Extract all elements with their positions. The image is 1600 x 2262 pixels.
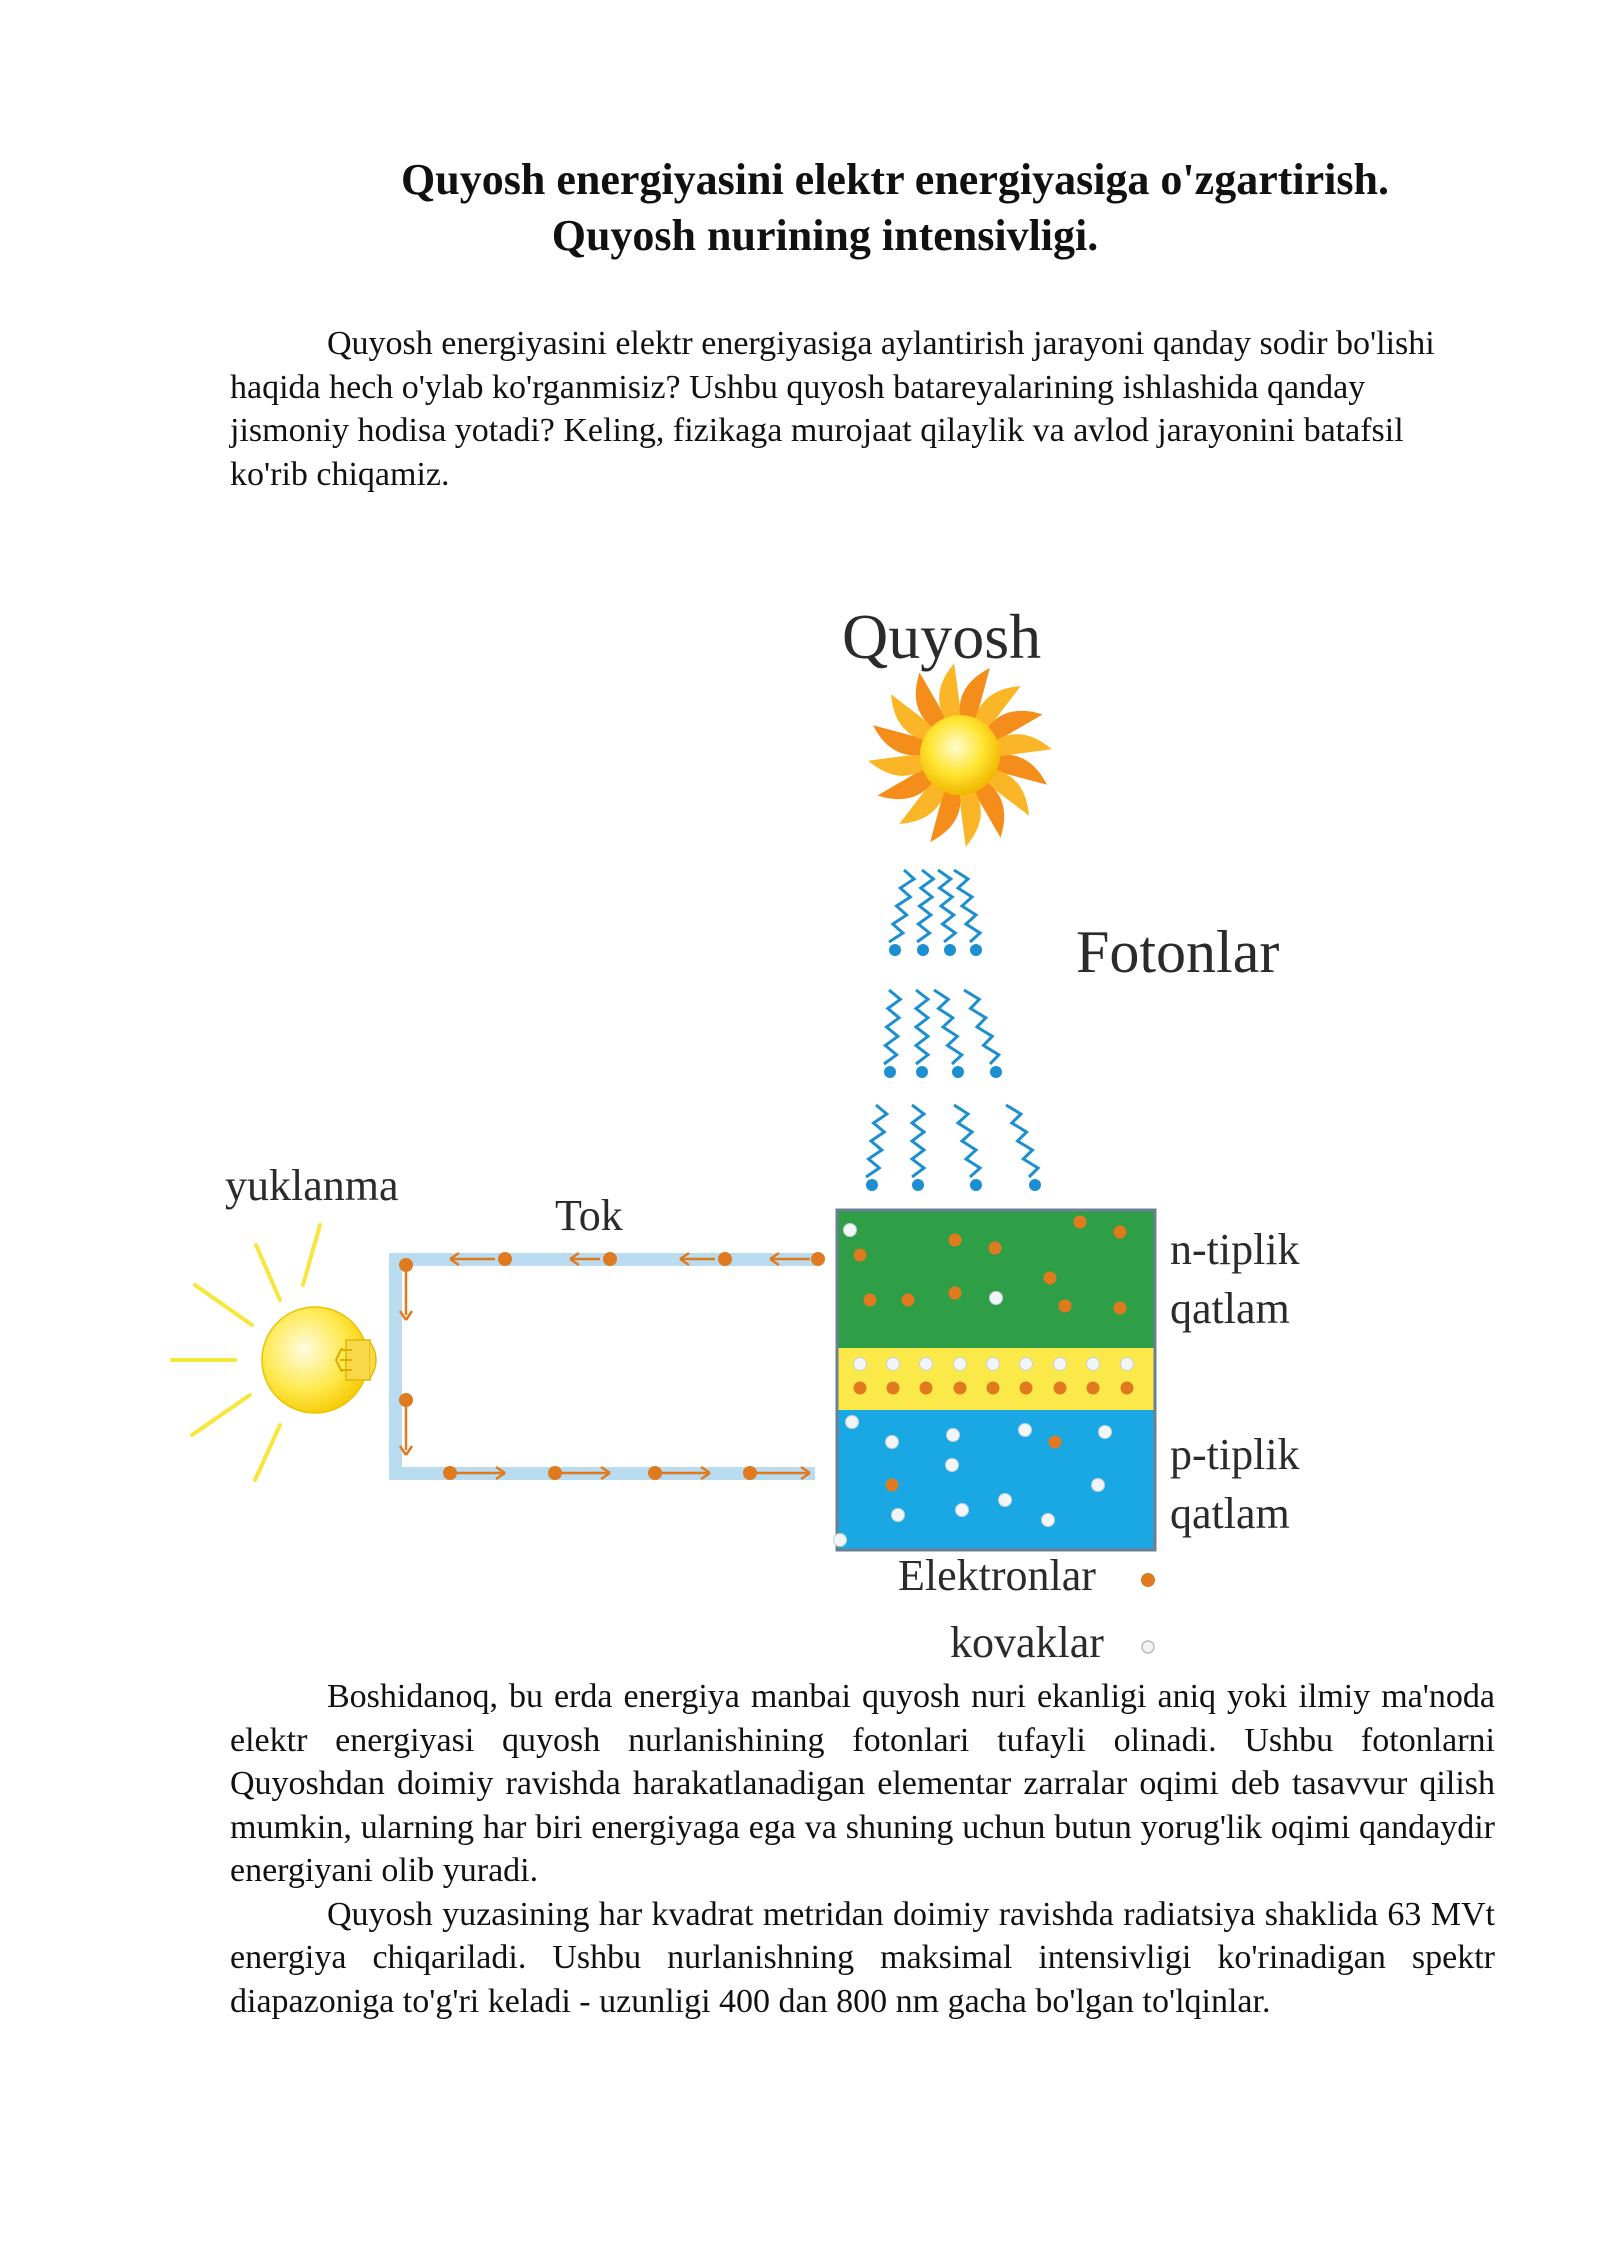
electron-dot [854, 1382, 867, 1395]
electron-dot [743, 1466, 757, 1480]
photon-wave [912, 1105, 924, 1177]
hole-dot [846, 1416, 859, 1429]
hole-dot [1099, 1426, 1112, 1439]
photon-dot [970, 944, 982, 956]
n-layer-label-line-2: qatlam [1170, 1284, 1290, 1333]
photon-dot [866, 1179, 878, 1191]
electron-dot [920, 1382, 933, 1395]
sun-ray [868, 754, 923, 776]
photon-wave [889, 870, 914, 942]
electron-dot [854, 1249, 867, 1262]
n-type-layer [837, 1210, 1155, 1348]
title-line-1: Quyosh energiyasini elektr energiyasiga o'zgartirish. [401, 155, 1389, 204]
photon-wave [938, 870, 955, 942]
electron-dot [548, 1466, 562, 1480]
photon-wave [934, 990, 962, 1064]
photon-wave [954, 1105, 980, 1177]
electrons-label: Elektronlar [898, 1551, 1096, 1600]
title-line-2: Quyosh nurining intensivligi. [551, 211, 1099, 260]
photon-dot [1029, 1179, 1041, 1191]
load-label: yuklanma [225, 1161, 399, 1210]
hole-dot [1019, 1424, 1032, 1437]
photon-wave [964, 990, 999, 1064]
electron-dot [1049, 1436, 1062, 1449]
p-layer-label-line-1: p-tiplik [1170, 1430, 1300, 1479]
photon-wave [866, 1105, 887, 1177]
body-section [230, 1675, 1495, 2023]
hole-dot [844, 1224, 857, 1237]
electron-dot [987, 1382, 1000, 1395]
hole-dot [1042, 1514, 1055, 1527]
n-layer-label-line-1: n-tiplik [1170, 1225, 1300, 1274]
electron-dot [399, 1258, 413, 1272]
electron-dot [1054, 1382, 1067, 1395]
electron-dot [1059, 1300, 1072, 1313]
circuit-wire [389, 1253, 815, 1480]
electron-dot [1074, 1216, 1087, 1229]
electron-dot [1114, 1226, 1127, 1239]
electron-dot [498, 1252, 512, 1266]
hole-dot [1054, 1358, 1067, 1371]
electron-dot [949, 1234, 962, 1247]
photon-dot [889, 944, 901, 956]
electron-dot [954, 1382, 967, 1395]
hole-dot [947, 1429, 960, 1442]
hole-dot [887, 1358, 900, 1371]
hole-dot [999, 1494, 1012, 1507]
electron-dot [1114, 1302, 1127, 1315]
electron-dot [1087, 1382, 1100, 1395]
electron-dot [989, 1242, 1002, 1255]
electron-dot [1044, 1272, 1057, 1285]
intro-section [230, 322, 1450, 496]
photon-dot [912, 1179, 924, 1191]
photon-wave [917, 870, 933, 942]
sun-ray [959, 792, 981, 847]
body-paragraph-2: Quyosh yuzasining har kvadrat metridan doimiy ravishda radiatsiya shaklida 63 MVt energiya chiqariladi. Ushbu nurlanishning maksimal intensivligi ko'rinadigan spektr diapazoniga to'g'ri keladi - uzunligi 400 dan 800 nm gacha bo'lgan to'lqinlar. [230, 1895, 1495, 2020]
electron-dot [811, 1252, 825, 1266]
sun-icon [868, 663, 1052, 847]
electron-dot [603, 1252, 617, 1266]
electron-dot [949, 1287, 962, 1300]
electron-dot [648, 1466, 662, 1480]
photons-label: Fotonlar [1076, 919, 1280, 985]
hole-dot [892, 1509, 905, 1522]
current-arrows [399, 1252, 825, 1480]
hole-dot [990, 1292, 1003, 1305]
electron-legend-dot [1141, 1573, 1155, 1587]
p-layer-label-line-2: qatlam [1170, 1489, 1290, 1538]
electron-dot [864, 1294, 877, 1307]
light-bulb-icon [170, 1225, 376, 1480]
electron-dot [1121, 1382, 1134, 1395]
hole-dot [920, 1358, 933, 1371]
photon-wave [1006, 1105, 1038, 1177]
hole-dot [956, 1504, 969, 1517]
photon-wave [884, 990, 900, 1064]
hole-dot [954, 1358, 967, 1371]
hole-dot [1121, 1358, 1134, 1371]
solar-cell-diagram [170, 580, 1370, 1680]
photon-wave [954, 870, 980, 942]
holes-label: kovaklar [950, 1618, 1104, 1667]
electron-dot [887, 1382, 900, 1395]
photon-dot [944, 944, 956, 956]
electron-dot [718, 1252, 732, 1266]
electron-dot [1020, 1382, 1033, 1395]
photon-dot [884, 1066, 896, 1078]
photon-dot [952, 1066, 964, 1078]
photon-dot [990, 1066, 1002, 1078]
hole-dot [1092, 1479, 1105, 1492]
photon-dot [916, 1066, 928, 1078]
hole-legend-dot [1142, 1641, 1154, 1653]
hole-dot [1087, 1358, 1100, 1371]
photon-arrows [866, 870, 1041, 1191]
hole-dot [946, 1459, 959, 1472]
hole-dot [834, 1534, 847, 1547]
current-label: Tok [555, 1191, 623, 1240]
sun-ray [997, 734, 1052, 756]
intro-paragraph: Quyosh energiyasini elektr energiyasiga aylantirish jarayoni qanday sodir bo'lishi haqida hech o'ylab ko'rganmisiz? Ushbu quyosh batareyalarining ishlashida qanday jismoniy hodisa yotadi? Keling, fizikaga murojaat qilaylik va avlod jarayonini batafsil ko'rib chiqamiz. [230, 325, 1435, 493]
photon-dot [970, 1179, 982, 1191]
hole-dot [987, 1358, 1000, 1371]
electron-dot [886, 1479, 899, 1492]
hole-dot [1020, 1358, 1033, 1371]
electron-dot [399, 1393, 413, 1407]
junction-layer [837, 1348, 1155, 1410]
electron-dot [443, 1466, 457, 1480]
sun-label: Quyosh [842, 601, 1042, 672]
electron-dot [902, 1294, 915, 1307]
hole-dot [854, 1358, 867, 1371]
hole-dot [886, 1436, 899, 1449]
photon-wave [916, 990, 928, 1064]
body-paragraph-1: Boshidanoq, bu erda energiya manbai quyosh nuri ekanligi aniq yoki ilmiy ma'noda elektr energiyasi quyosh nurlanishining fotonlari tufayli olinadi. Ushbu fotonlarni Quyoshdan doimiy ravishda harakatlanadigan elementar zarralar oqimi deb tasavvur qilish mumkin, ularning har biri energiyaga ega va shuning uchun butun yorug'lik oqimi qandaydir energiyani olib yuradi. [230, 1678, 1495, 1889]
photon-dot [917, 944, 929, 956]
